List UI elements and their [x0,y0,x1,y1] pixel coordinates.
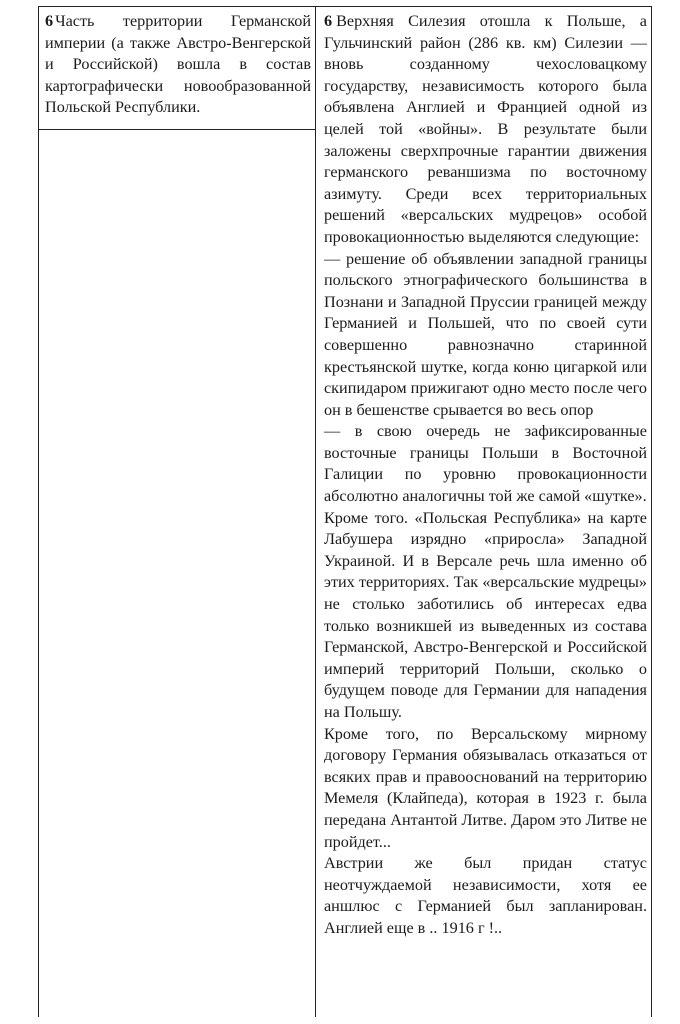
right-paragraph-2: — решение об объявлении западной границы польского этнографического большинства в Познани и Западной Пруссии границей между Германией и Польшей, что по своей сути совершенно равнозначно старинной крестьянской шутке, когда коню цигаркой или скипидаром прижигают одно место после чего он в бешенстве срывается во весь опор [324,249,647,419]
left-column-empty [39,130,316,1017]
right-paragraph-6: Австрии же был придан статус неотчуждаемой независимости, хотя ее аншлюс с Германией был запланирован. Англией еще в .. 1916 г !.. [324,854,647,937]
left-column [39,7,316,130]
left-note-body: Часть территории Германской империи (а также Австро-Венгерской и Российской) вошла в состав картографически новообразованной Польской Республики. [45,12,311,117]
right-column [316,7,651,1017]
left-column-text [45,11,311,119]
right-paragraph-5: Кроме того, по Версальскому мирному договору Германия обязывалась отказаться от всяких прав и правооснований на территорию Мемеля (Клайпеда), которая в 1923 г. была передана Антантой Литве. Даром это Литве не пройдет... [324,724,647,851]
right-note-number: 6 [324,12,333,30]
right-paragraph-1-text: Верхняя Силезия отошла к Польше, а Гульчинский район (286 кв. км) Силезии — вновь созданному чехословацкому государству, независимость которого была объявлена Англией и Францией одной из целей той «войны». В результате были заложены сверхпрочные гарантии движения германского реваншизма по восточному азимуту. Среди всех территориальных решений «версальских мудрецов» особой провокационностью выделяются следующие: [324,12,647,246]
document-page [38,6,652,1017]
right-paragraph-1 [324,11,647,249]
right-paragraph-3: — в свою очередь не зафиксированные восточные границы Польши в Восточной Галиции по уровню провокационности абсолютно аналогичны той же самой «шутке». [324,422,647,506]
left-note-number: 6 [45,12,54,30]
right-paragraph-4: Кроме того. «Польская Республика» на карте Лабушера изрядно «приросла» Западной Украиной. И в Версале речь шла именно об этих территориях. Так «версальские мудрецы» не столько заботились об интересах едва только возникшей из выведенных из состава Германской, Австро-Венгерской и Российской империй территорий Польши, сколько о будущем поводе для Германии для нападения на Польшу. [324,508,647,721]
